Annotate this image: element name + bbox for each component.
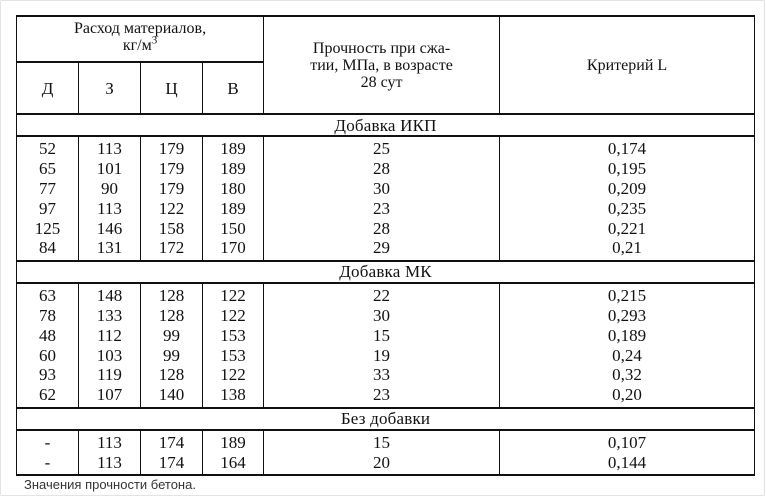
cell-z: 101 xyxy=(79,159,141,179)
cell-d: 60 xyxy=(17,345,79,365)
cell-d: 62 xyxy=(17,385,79,408)
table-row xyxy=(17,365,755,385)
cell-z: 133 xyxy=(79,306,141,326)
table-row xyxy=(17,218,755,238)
cell-z: 107 xyxy=(79,385,141,408)
table-row xyxy=(17,283,755,306)
cell-v: 153 xyxy=(203,345,264,365)
table-row xyxy=(17,306,755,326)
cell-ts: 158 xyxy=(141,218,203,238)
column-header-d: Д xyxy=(17,62,79,114)
cell-v: 122 xyxy=(203,365,264,385)
column-header-z: З xyxy=(79,62,141,114)
cell-d: 125 xyxy=(17,218,79,238)
materials-group-header xyxy=(17,16,264,62)
cell-strength: 19 xyxy=(264,345,500,365)
cell-d: 93 xyxy=(17,365,79,385)
cell-strength: 28 xyxy=(264,159,500,179)
cell-strength: 30 xyxy=(264,179,500,199)
strength-header-line1: Прочность при сжа- xyxy=(312,39,451,57)
strength-header-line2: тии, МПа, в возрасте xyxy=(310,56,453,74)
strength-header xyxy=(264,16,500,114)
cell-criterion: 0,32 xyxy=(500,365,755,385)
section-title: Без добавки xyxy=(17,408,755,430)
table-caption: Значения прочности бетона. xyxy=(24,477,196,492)
cell-criterion: 0,209 xyxy=(500,179,755,199)
cell-strength: 23 xyxy=(264,385,500,408)
cell-ts: 174 xyxy=(141,452,203,475)
table-row xyxy=(17,198,755,218)
table-row xyxy=(17,452,755,475)
cell-v: 122 xyxy=(203,306,264,326)
cell-strength: 23 xyxy=(264,198,500,218)
table-row xyxy=(17,179,755,199)
cell-strength: 29 xyxy=(264,238,500,261)
table-row xyxy=(17,430,755,453)
cell-ts: 179 xyxy=(141,159,203,179)
cell-ts: 179 xyxy=(141,136,203,159)
cell-z: 113 xyxy=(79,136,141,159)
cell-z: 131 xyxy=(79,238,141,261)
cell-criterion: 0,221 xyxy=(500,218,755,238)
section-header-row xyxy=(17,114,755,136)
cell-criterion: 0,21 xyxy=(500,238,755,261)
cell-v: 150 xyxy=(203,218,264,238)
cell-d: 78 xyxy=(17,306,79,326)
cell-ts: 122 xyxy=(141,198,203,218)
cell-v: 180 xyxy=(203,179,264,199)
cell-v: 164 xyxy=(203,452,264,475)
cell-strength: 25 xyxy=(264,136,500,159)
cell-criterion: 0,20 xyxy=(500,385,755,408)
criterion-header: Критерий L xyxy=(500,16,755,114)
section-header-row xyxy=(17,408,755,430)
table-row xyxy=(17,385,755,408)
section-title: Добавка МК xyxy=(17,261,755,283)
cell-d: 84 xyxy=(17,238,79,261)
section-title: Добавка ИКП xyxy=(17,114,755,136)
cell-d: 77 xyxy=(17,179,79,199)
cell-criterion: 0,235 xyxy=(500,198,755,218)
cell-ts: 128 xyxy=(141,365,203,385)
cell-z: 113 xyxy=(79,452,141,475)
cell-strength: 15 xyxy=(264,430,500,453)
cell-criterion: 0,24 xyxy=(500,345,755,365)
cell-v: 189 xyxy=(203,136,264,159)
cell-strength: 20 xyxy=(264,452,500,475)
materials-group-line2: $кг/м^3$ xyxy=(122,34,158,54)
cell-ts: 128 xyxy=(141,306,203,326)
cell-ts: 174 xyxy=(141,430,203,453)
cell-z: 90 xyxy=(79,179,141,199)
materials-group-line1: Расход материалов, xyxy=(73,20,207,37)
cell-v: 189 xyxy=(203,159,264,179)
cell-ts: 128 xyxy=(141,283,203,306)
cell-strength: 33 xyxy=(264,365,500,385)
cell-criterion: 0,195 xyxy=(500,159,755,179)
cell-v: 189 xyxy=(203,430,264,453)
cell-z: 113 xyxy=(79,198,141,218)
cell-d: 63 xyxy=(17,283,79,306)
cell-criterion: 0,144 xyxy=(500,452,755,475)
cell-z: 148 xyxy=(79,283,141,306)
cell-d: 52 xyxy=(17,136,79,159)
cell-z: 103 xyxy=(79,345,141,365)
cell-z: 119 xyxy=(79,365,141,385)
column-header-v: В xyxy=(203,62,264,114)
cell-d: 65 xyxy=(17,159,79,179)
cell-ts: 99 xyxy=(141,325,203,345)
cell-d: 97 xyxy=(17,198,79,218)
cell-z: 146 xyxy=(79,218,141,238)
table-container xyxy=(16,15,754,472)
cell-strength: 15 xyxy=(264,325,500,345)
strength-header-line3: 28 сут xyxy=(360,73,403,91)
table-row xyxy=(17,159,755,179)
cell-v: 189 xyxy=(203,198,264,218)
section-header-row xyxy=(17,261,755,283)
table-row xyxy=(17,345,755,365)
cell-strength: 22 xyxy=(264,283,500,306)
cell-v: 170 xyxy=(203,238,264,261)
cell-d: - xyxy=(17,452,79,475)
cell-criterion: 0,107 xyxy=(500,430,755,453)
cell-v: 122 xyxy=(203,283,264,306)
table-header xyxy=(17,16,755,114)
cell-ts: 140 xyxy=(141,385,203,408)
column-header-ts: Ц xyxy=(141,62,203,114)
table-body xyxy=(17,114,755,475)
materials-unit-superscript: 3 xyxy=(151,34,158,47)
cell-v: 138 xyxy=(203,385,264,408)
table-row xyxy=(17,238,755,261)
cell-strength: 28 xyxy=(264,218,500,238)
concrete-strength-table xyxy=(16,15,755,476)
cell-criterion: 0,189 xyxy=(500,325,755,345)
cell-d: 48 xyxy=(17,325,79,345)
cell-ts: 179 xyxy=(141,179,203,199)
cell-criterion: 0,215 xyxy=(500,283,755,306)
cell-ts: 99 xyxy=(141,345,203,365)
cell-ts: 172 xyxy=(141,238,203,261)
cell-strength: 30 xyxy=(264,306,500,326)
cell-v: 153 xyxy=(203,325,264,345)
cell-criterion: 0,293 xyxy=(500,306,755,326)
cell-criterion: 0,174 xyxy=(500,136,755,159)
cell-d: - xyxy=(17,430,79,453)
cell-z: 113 xyxy=(79,430,141,453)
cell-z: 112 xyxy=(79,325,141,345)
table-row xyxy=(17,325,755,345)
table-row xyxy=(17,136,755,159)
